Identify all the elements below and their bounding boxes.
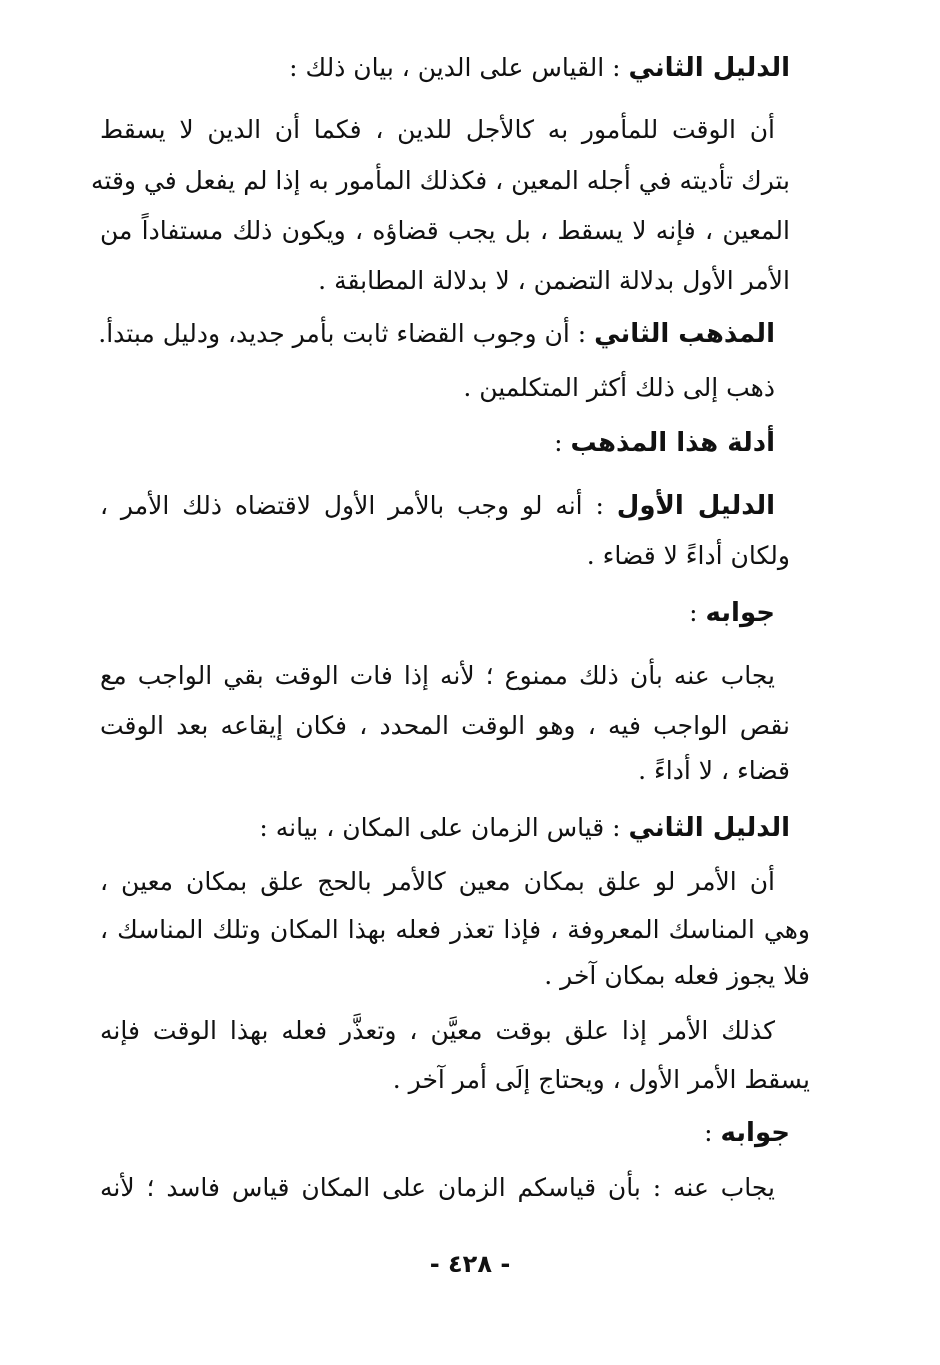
heading-answer-1: جوابه: [705, 598, 775, 628]
text-line-12: يجاب عنه بأن ذلك ممنوع ؛ لأنه إذا فات الوقت بقي الواجب مع: [100, 661, 775, 690]
text-line-4: المعين ، فإنه لا يسقط ، بل يجب قضاؤه ، ويكون ذلك مستفاداً من: [100, 216, 790, 245]
text-line-6: المذهب الثاني : أن وجوب القضاء ثابت بأمر جديد، ودليل مبتدأ.: [98, 319, 775, 349]
text-line-8: أدلة هذا المذهب :: [554, 428, 775, 458]
page-number: - ٤٢٨ -: [429, 1250, 511, 1278]
text-line-20: يسقط الأمر الأول ، ويحتاج إلَى أمر آخر .: [392, 1065, 810, 1094]
text-line-10: ولكان أداءً لا قضاء .: [586, 541, 790, 570]
text-line-21: جوابه :: [704, 1118, 790, 1148]
heading-evidence-1: الدليل الأول: [616, 491, 775, 521]
text-line-2: أن الوقت للمأمور به كالأجل للدين ، فكما أن الدين لا يسقط: [100, 115, 775, 144]
text-line-11: جوابه :: [689, 598, 775, 628]
text-line-9: الدليل الأول : أنه لو وجب بالأمر الأول لاقتضاه ذلك الأمر ،: [100, 491, 775, 521]
text-line-7: ذهب إلى ذلك أكثر المتكلمين .: [463, 373, 775, 402]
heading-answer-2: جوابه: [720, 1118, 790, 1148]
heading-doctrine-evidence: أدلة هذا المذهب: [570, 428, 775, 458]
text-line-13: نقص الواجب فيه ، وهو الوقت المحدد ، فكان إيقاعه بعد الوقت: [100, 711, 790, 740]
text-line-17: وهي المناسك المعروفة ، فإذا تعذر فعله بهذا المكان وتلك المناسك ،: [100, 915, 810, 944]
text-line-1: الدليل الثاني : القياس على الدين ، بيان ذلك :: [289, 53, 790, 83]
text-line-15: الدليل الثاني : قياس الزمان على المكان ، بيانه :: [259, 813, 790, 843]
heading-evidence-2b: الدليل الثاني: [628, 813, 790, 843]
text-line-5: الأمر الأول بدلالة التضمن ، لا بدلالة المطابقة .: [318, 266, 790, 295]
text-line-22: يجاب عنه : بأن قياسكم الزمان على المكان قياس فاسد ؛ لأنه: [100, 1173, 775, 1202]
text-line-18: فلا يجوز فعله بمكان آخر .: [544, 961, 810, 990]
text-line-3: بترك تأديته في أجله المعين ، فكذلك المأمور به إذا لم يفعل في وقته: [91, 166, 790, 195]
text-line-16: أن الأمر لو علق بمكان معين كالأمر بالحج علق بمكان معين ،: [100, 867, 775, 896]
text-line-14: قضاء ، لا أداءً .: [638, 756, 790, 785]
heading-doctrine-2: المذهب الثاني: [594, 319, 775, 349]
text-line-19: كذلك الأمر إذا علق بوقت معيَّن ، وتعذَّر فعله بهذا الوقت فإنه: [100, 1016, 775, 1045]
heading-evidence-2: الدليل الثاني: [628, 53, 790, 83]
